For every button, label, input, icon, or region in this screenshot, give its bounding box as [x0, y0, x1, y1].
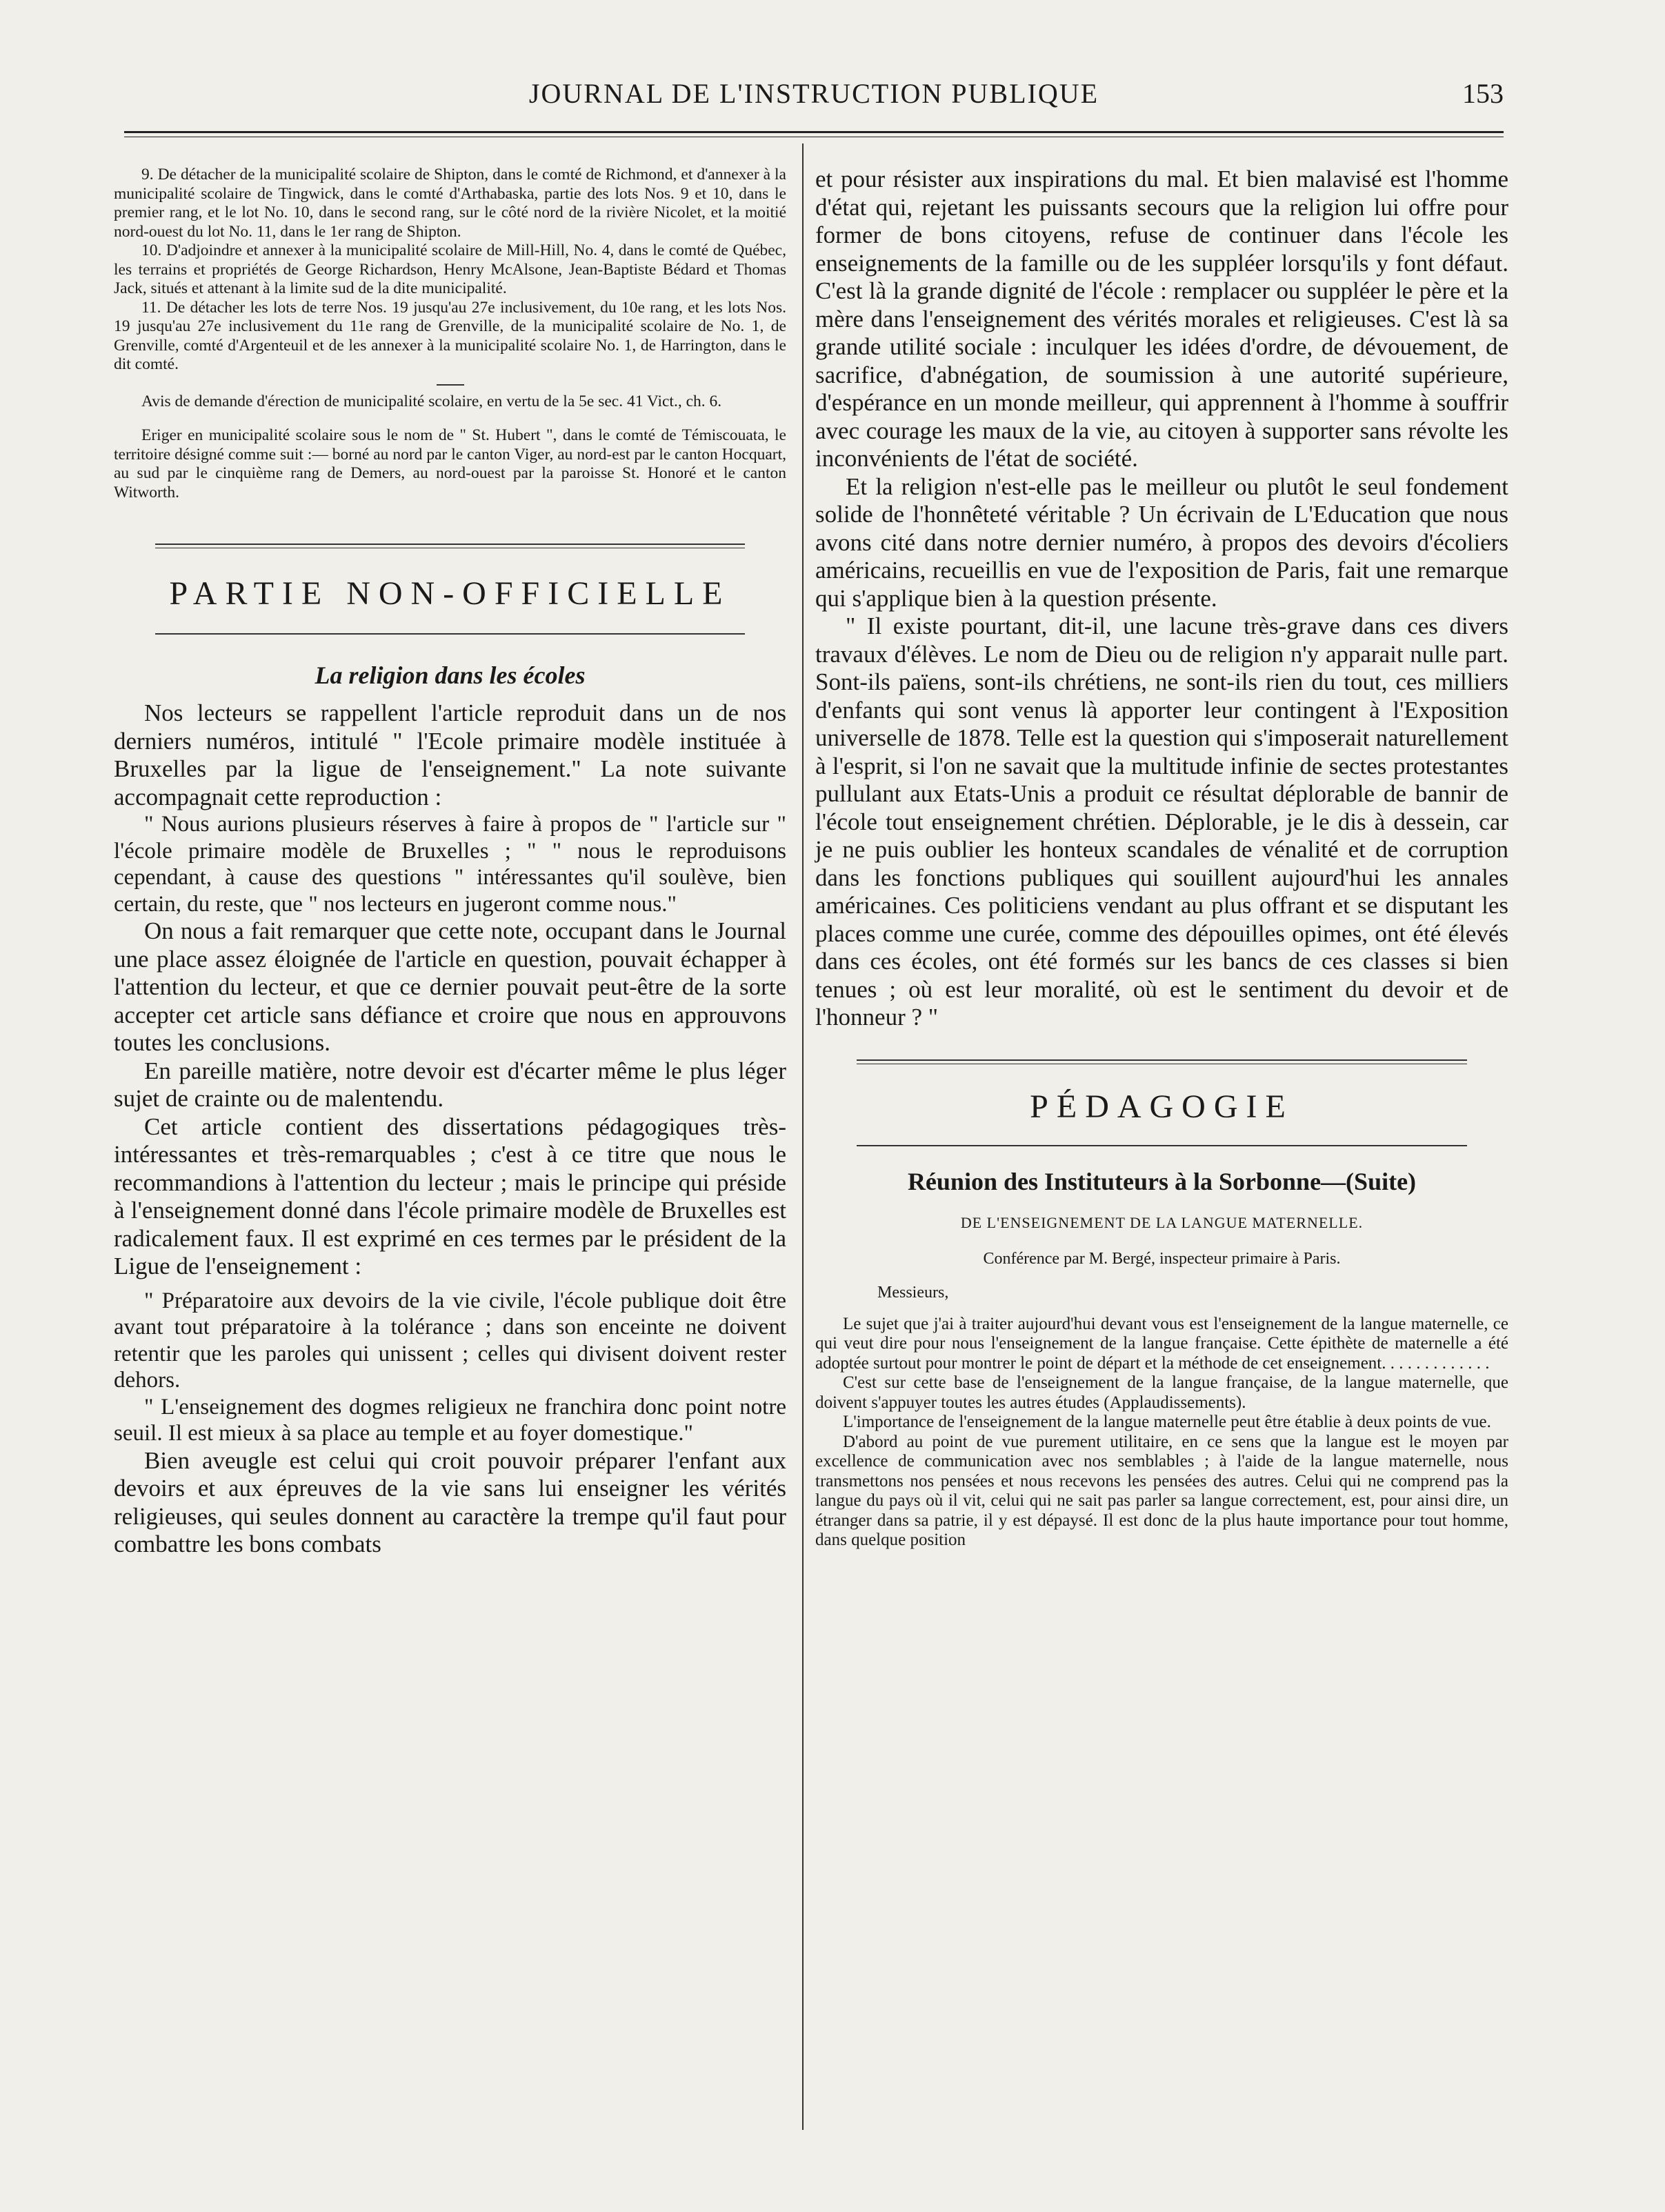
- paragraph: C'est sur cette base de l'enseignement de la langue française, de la langue maternelle, que doivent s'appuyer toutes les autres études (Applaudissements).: [815, 1373, 1508, 1412]
- quoted-note: " Nous aurions plusieurs réserves à faire à propos de " l'article sur " l'école primaire modèle de Bruxelles ; " " nous le reproduisons cependant, à cause des questions " intéressantes qu'il soulève, bien certain, du reste, que " nos lecteurs en jugeront comme nous.": [114, 812, 786, 917]
- short-rule: [437, 384, 464, 386]
- paragraph: L'importance de l'enseignement de la langue maternelle peut être établie à deux points de vue.: [843, 1413, 1491, 1431]
- header-rule: [124, 131, 1504, 133]
- official-item: 9. De détacher de la municipalité scolaire de Shipton, dans le comté de Richmond, et d'annexer à la municipalité scolaire de Tingwick, dans le comté d'Arthabaska, partie des lots Nos. 9 et 10, dans le premier rang, et le lot No. 10, dans le second rang, sur le côté nord de la rivière Nicolet, et la moitié nord-ouest du lot No. 11, dans le 1er rang de Shipton.: [114, 166, 786, 241]
- notice-heading: Avis de demande d'érection de municipalité scolaire, en vertu de la 5e sec. 41 Vict., ch. 6.: [141, 392, 722, 410]
- column-divider: [802, 143, 804, 2130]
- paragraph: Et la religion n'est-elle pas le meilleur ou plutôt le seul fondement solide de l'honnêteté véritable ? Un écrivain de L'Education que nous avons cité dans notre dernier numéro, à propos des devoirs d'écoliers américains, recueillis en vue de l'exposition de Paris, fait une remarque qui s'applique bien à la question présente.: [815, 472, 1508, 612]
- paragraph: En pareille matière, notre devoir est d'écarter même le plus léger sujet de crainte ou de malentendu.: [114, 1057, 786, 1112]
- paragraph: Bien aveugle est celui qui croit pouvoir préparer l'enfant aux devoirs et aux épreuves de la vie sans lui enseigner les vérités religieuses, qui seules donnent au caractère la trempe qu'il faut pour combattre les bons combats: [114, 1446, 786, 1557]
- running-head: [124, 69, 1504, 117]
- quoted-paragraph: " Il existe pourtant, dit-il, une lacune très-grave dans ces divers travaux d'élèves. Le nom de Dieu ou de religion n'y apparait nulle part. Sont-ils païens, sont-ils chrétiens, ne sont-ils rien du tout, ces milliers d'enfants qui sont venus là apporter leur contingent à l'Exposition universelle de 1878. Telle est la question qui s'imposerait naturellement à l'esprit, si l'on ne savait que la multitude infinie de sectes protestantes pullulant aux Etats-Unis a produit ce résultat déplorable de bannir de l'école tout enseignement chrétien. Déplorable, je le dis à dessein, car je ne puis oublier les honteux scandales de vénalité et de corruption dans les fonctions publiques qui souillent aujourd'hui les annales américaines. Ces politiciens vendant au plus offrant et se disputant les places comme une curée, comme des dépouilles opimes, ont été élevés dans ces écoles, ont été formés sur les bancs de ces classes si bien tenues ; où est leur moralité, où est le sentiment du devoir et de l'honneur ? ": [815, 612, 1508, 1030]
- salutation: Messieurs,: [877, 1283, 949, 1302]
- quotation: " Préparatoire aux devoirs de la vie civile, l'école publique doit être avant tout préparatoire à la tolérance ; dans son enceinte ne doivent retentir que les paroles qui unissent ; celles qui divisent doivent rester dehors.: [114, 1288, 786, 1393]
- article-title: Réunion des Instituteurs à la Sorbonne—(Suite): [907, 1167, 1417, 1195]
- official-item: 10. D'adjoindre et annexer à la municipalité scolaire de Mill-Hill, No. 4, dans le comté de Québec, les terrains et propriétés de George Richardson, Henry McAlsone, Jean-Baptiste Bédard et Thomas Jack, situés et attenant à la limite sud de la dite municipalité.: [114, 241, 786, 297]
- right-column: [815, 166, 1508, 1551]
- paragraph: Nos lecteurs se rappellent l'article reproduit dans un de nos derniers numéros, intitulé " l'Ecole primaire modèle instituée à Bruxelles par la ligue de l'enseignement." La note suivante accompagnait cette reproduction :: [114, 699, 786, 810]
- left-column: [114, 166, 786, 1559]
- paragraph: D'abord au point de vue purement utilitaire, en ce sens que la langue est le moyen par excellence de communication avec nos semblables ; à l'aide de la langue maternelle, nous transmettons nos pensées et nous recevons les pensées des autres. Celui qui ne comprend pas la langue du pays où il vit, celui qui ne sait pas parler sa langue correctement, est, pour ainsi dire, un étranger dans sa patrie, il y est dépaysé. Il est donc de la plus haute importance pour tout homme, dans quelque position: [815, 1432, 1508, 1549]
- quotation: " L'enseignement des dogmes religieux ne franchira donc point notre seuil. Il est mieux à sa place au temple et au foyer domestique.": [114, 1394, 786, 1446]
- journal-title: JOURNAL DE L'INSTRUCTION PUBLIQUE: [528, 78, 1099, 109]
- conference-line: Conférence par M. Bergé, inspecteur primaire à Paris.: [983, 1249, 1341, 1268]
- section-title: PARTIE NON-OFFICIELLE: [169, 575, 731, 612]
- article-subtitle: DE L'ENSEIGNEMENT DE LA LANGUE MATERNELLE.: [960, 1213, 1364, 1231]
- page-number: 153: [1462, 78, 1504, 109]
- paragraph: Le sujet que j'ai à traiter aujourd'hui devant vous est l'enseignement de la langue maternelle, ce qui veut dire pour nous l'enseignement de la langue française. Cette épithète de maternelle a été adoptée surtout pour montrer le point de départ et la méthode de cet enseignement. . . . . . . . . . . . .: [815, 1314, 1508, 1373]
- article-title: La religion dans les écoles: [315, 661, 586, 689]
- paragraph: Cet article contient des dissertations pédagogiques très-intéressantes et très-remarquables ; c'est à ce titre que nous le recommandions à l'attention du lecteur ; mais le principe qui préside à l'enseignement donné dans l'école primaire modèle de Bruxelles est radicalement faux. Il est exprimé en ces termes par le président de la Ligue de l'enseignement :: [114, 1113, 786, 1279]
- section-title: PÉDAGOGIE: [1030, 1088, 1294, 1125]
- official-item: 11. De détacher les lots de terre Nos. 19 jusqu'au 27e inclusivement, du 10e rang, et les lots Nos. 19 jusqu'au 27e inclusivement du 11e rang de Grenville, de la municipalité scolaire de No. 1, de Grenville, comté d'Argenteuil et de les annexer à la municipalité scolaire No. 1, de Harrington, dans le dit comté.: [114, 298, 786, 373]
- paragraph: et pour résister aux inspirations du mal. Et bien malavisé est l'homme d'état qui, rejetant les puissants secours que la religion lui offre pour former de bons citoyens, refuse de continuer dans l'école les enseignements de la famille ou de les suppléer lorsqu'ils y font défaut. C'est là la grande dignité de l'école : remplacer ou suppléer le père et la mère dans l'enseignement des vérités morales et religieuses. C'est là sa grande utilité sociale : inculquer les idées d'ordre, de dévouement, de sacrifice, d'abnégation, de soumission à une autorité supérieure, d'espérance en un monde meilleur, qui apprennent à l'homme à souffrir avec courage les maux de la vie, au citoyen à supporter sans révolte les inconvénients de l'état de société.: [815, 166, 1508, 472]
- paragraph: On nous a fait remarquer que cette note, occupant dans le Journal une place assez éloignée de l'article en question, pouvait échapper à l'attention du lecteur, et que ce dernier pouvait peut-être de la sorte accepter cet article sans défiance et croire que nous en approuvons toutes les conclusions.: [114, 917, 786, 1056]
- notice-body: Eriger en municipalité scolaire sous le nom de " St. Hubert ", dans le comté de Témiscouata, le territoire désigné comme suit :— borné au nord par le canton Viger, au nord-est par le canton Hocquart, au sud par le cinquième rang de Demers, au nord-ouest par la paroisse St. Honoré et le canton Witworth.: [114, 426, 786, 501]
